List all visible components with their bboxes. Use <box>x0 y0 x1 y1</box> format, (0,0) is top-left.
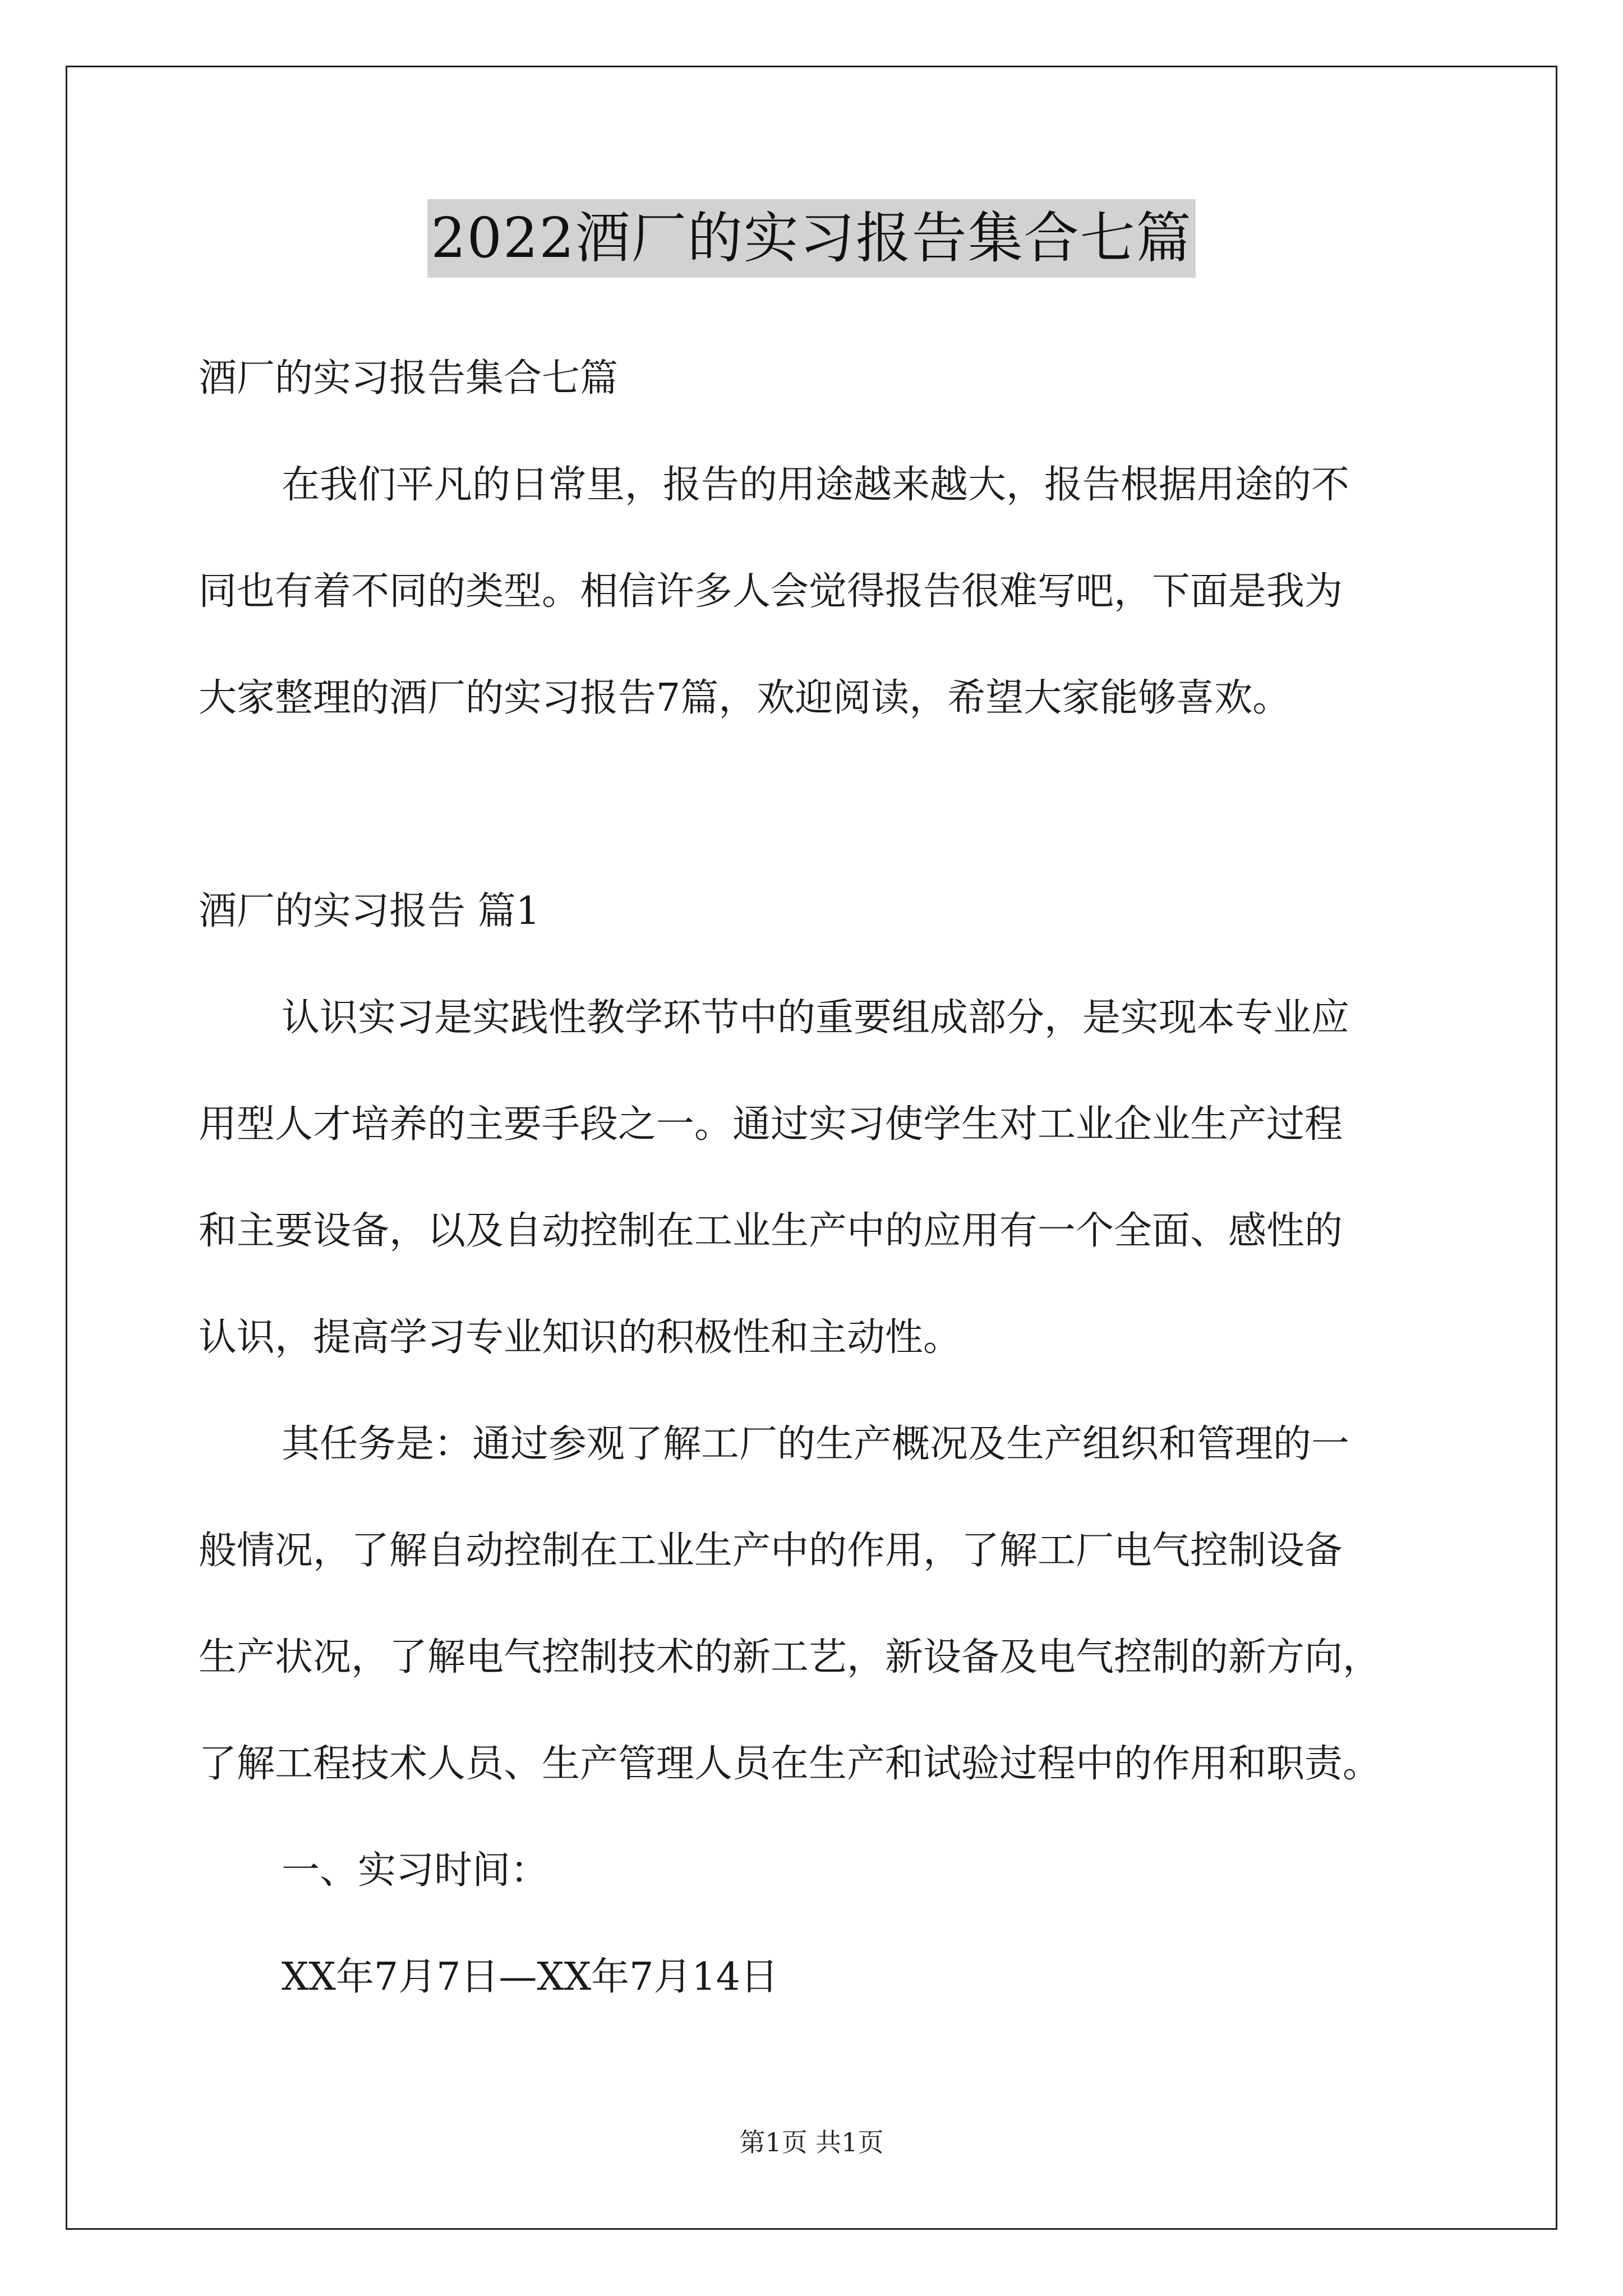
paragraph1-line-3: 和主要设备，以及自动控制在工业生产中的应用有一个全面、感性的 <box>199 1209 1343 1253</box>
paragraph1-line-2: 用型人才培养的主要手段之一。通过实习使学生对工业企业生产过程 <box>199 1102 1343 1147</box>
intro-line-1: 在我们平凡的日常里，报告的用途越来越大，报告根据用途的不 <box>282 463 1350 507</box>
section-heading: 酒厂的实习报告 篇1 <box>199 889 540 933</box>
paragraph2-line-2: 般情况，了解自动控制在工业生产中的作用，了解工厂电气控制设备 <box>199 1529 1343 1573</box>
intro-line-2: 同也有着不同的类型。相信许多人会觉得报告很难写吧，下面是我为 <box>199 569 1343 614</box>
intro-line-3: 大家整理的酒厂的实习报告7篇，欢迎阅读，希望大家能够喜欢。 <box>199 676 1291 720</box>
paragraph1-line-4: 认识，提高学习专业知识的积极性和主动性。 <box>199 1315 962 1360</box>
title-container <box>0 199 1623 278</box>
document-title: 2022酒厂的实习报告集合七篇 <box>427 199 1195 278</box>
paragraph2-line-3: 生产状况，了解电气控制技术的新工艺，新设备及电气控制的新方向， <box>199 1635 1381 1680</box>
paragraph1-line-1: 认识实习是实践性教学环节中的重要组成部分，是实现本专业应 <box>282 996 1350 1040</box>
paragraph2-line-4: 了解工程技术人员、生产管理人员在生产和试验过程中的作用和职责。 <box>199 1742 1381 1786</box>
paragraph2-line-1: 其任务是：通过参观了解工厂的生产概况及生产组织和管理的一 <box>282 1422 1350 1466</box>
page-footer: 第1页 共1页 <box>739 2127 884 2157</box>
document-subtitle: 酒厂的实习报告集合七篇 <box>199 356 619 401</box>
item-value: XX年7月7日—XX年7月14日 <box>282 1955 778 1999</box>
item-heading: 一、实习时间： <box>282 1848 549 1893</box>
